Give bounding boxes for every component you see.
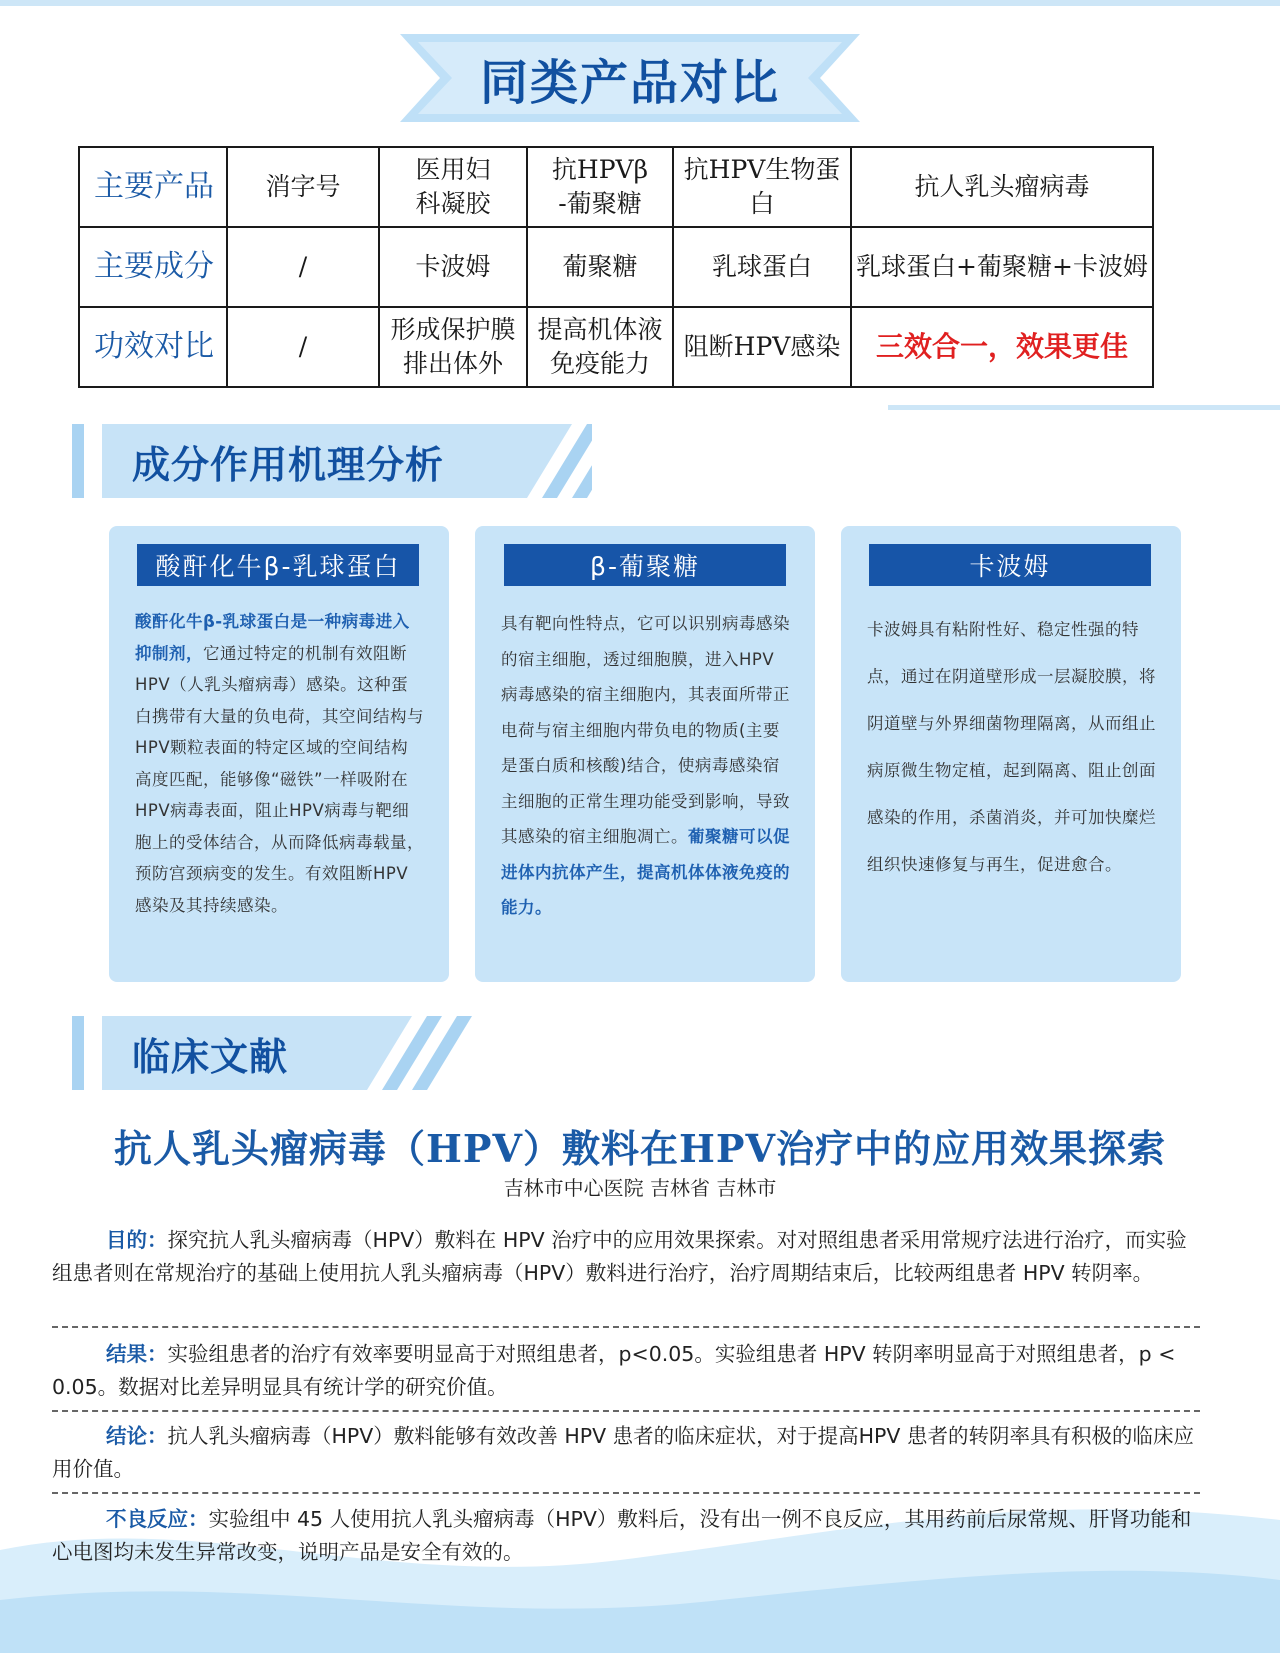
paper-title: 抗人乳头瘤病毒（HPV）敷料在HPV治疗中的应用效果探索 <box>114 1126 1166 1171</box>
card-text <box>135 606 425 921</box>
card-bold-text: 葡聚糖可以促进体内抗体产生，提高机体体液免疫的能力。 <box>501 827 790 917</box>
paper-section-adverse <box>52 1503 1202 1569</box>
row-header: 功效对比 <box>79 307 227 387</box>
card-body-text: 卡波姆具有粘附性好、稳定性强的特点，通过在阴道壁形成一层凝胶膜，将阴道壁与外界细菌物理隔离，从而组止病原微生物定植，起到隔离、阻止创面感染的作用，杀菌消炎，并可加快糜烂组织快速修复与再生，促进愈合。 <box>867 620 1156 874</box>
paper-section-label: 目的： <box>106 1228 168 1252</box>
table-cell: 抗HPVβ -葡聚糖 <box>527 147 673 227</box>
dashed-divider <box>52 1326 1200 1328</box>
table-cell: 医用妇 科凝胶 <box>379 147 527 227</box>
paper-affiliation: 吉林市中心医院 吉林省 吉林市 <box>503 1176 777 1200</box>
table-cell: 乳球蛋白 <box>673 227 851 307</box>
table-cell: 抗人乳头瘤病毒 <box>851 147 1153 227</box>
highlight-cell: 三效合一，效果更佳 <box>851 307 1153 387</box>
table-cell: 提高机体液 免疫能力 <box>527 307 673 387</box>
card-text <box>867 606 1157 888</box>
section-header-clinical <box>72 1016 432 1090</box>
row-header: 主要成分 <box>79 227 227 307</box>
paper-section-text: 实验组患者的治疗有效率要明显高于对照组患者，p<0.05。实验组患者 HPV 转阴率明显高于对照组患者，p < 0.05。数据对比差异明显具有统计学的研究价值。 <box>52 1342 1176 1399</box>
table-cell: 葡聚糖 <box>527 227 673 307</box>
card-bold-text: 酸酐化牛β-乳球蛋白是一种病毒进入抑制剂， <box>135 612 410 663</box>
row-header: 主要产品 <box>79 147 227 227</box>
table-accent-line <box>888 405 1280 410</box>
paper-section-result <box>52 1338 1202 1404</box>
paper-section-text: 探究抗人乳头瘤病毒（HPV）敷料在 HPV 治疗中的应用效果探索。对对照组患者采用常规疗法进行治疗，而实验组患者则在常规治疗的基础上使用抗人乳头瘤病毒（HPV）敷料进行治疗，治疗周期结束后，比较两组患者 HPV 转阴率。 <box>52 1228 1187 1285</box>
section-title: 成分作用机理分析 <box>132 442 445 487</box>
card-text <box>501 606 791 926</box>
paper-section-text: 实验组中 45 人使用抗人乳头瘤病毒（HPV）敷料后，没有出一例不良反应，其用药前后尿常规、肝肾功能和心电图均未发生异常改变，说明产品是安全有效的。 <box>52 1507 1192 1564</box>
comparison-table <box>78 146 1154 388</box>
mechanism-card <box>109 526 449 982</box>
paper-section-text: 抗人乳头瘤病毒（HPV）敷料能够有效改善 HPV 患者的临床症状，对于提高HPV 患者的转阴率具有积极的临床应用价值。 <box>52 1424 1194 1481</box>
table-cell: 乳球蛋白+葡聚糖+卡波姆 <box>851 227 1153 307</box>
card-title: β-葡聚糖 <box>504 544 786 586</box>
mechanism-card <box>841 526 1181 982</box>
title-ribbon <box>400 32 860 124</box>
dashed-divider <box>52 1492 1200 1494</box>
table-cell: 卡波姆 <box>379 227 527 307</box>
dashed-divider <box>52 1410 1200 1412</box>
card-body-text: 它通过特定的机制有效阻断HPV（人乳头瘤病毒）感染。这种蛋白携带有大量的负电荷，其空间结构与HPV颗粒表面的特定区域的空间结构高度匹配，能够像“磁铁”一样吸附在HPV病毒表面，阻止HPV病毒与靶细胞上的受体结合，从而降低病毒载量，预防宫颈病变的发生。有效阻断HPV感染及其持续感染。 <box>135 643 424 915</box>
paper-section-objective <box>52 1224 1202 1290</box>
table-cell: 形成保护膜 排出体外 <box>379 307 527 387</box>
mechanism-card <box>475 526 815 982</box>
paper-section-label: 结果： <box>106 1342 168 1366</box>
table-row <box>79 227 1153 307</box>
table-cell: 抗HPV生物蛋白 <box>673 147 851 227</box>
page-title: 同类产品对比 <box>479 54 780 111</box>
top-border <box>0 0 1280 6</box>
table-row <box>79 307 1153 387</box>
table-cell: 消字号 <box>227 147 379 227</box>
paper-section-label: 不良反应： <box>106 1507 209 1531</box>
paper-section-conclusion <box>52 1420 1202 1486</box>
card-body-text: 具有靶向性特点，它可以识别病毒感染的宿主细胞，透过细胞膜，进入HPV病毒感染的宿主细胞内，其表面所带正电荷与宿主细胞内带负电的物质(主要是蛋白质和核酸)结合，使病毒感染宿主细胞的正常生理功能受到影响，导致其感染的宿主细胞凋亡。 <box>501 614 790 846</box>
paper-section-label: 结论： <box>106 1424 168 1448</box>
card-title: 卡波姆 <box>869 544 1151 586</box>
table-cell: / <box>227 227 379 307</box>
section-header-mechanism <box>72 424 592 498</box>
table-cell: / <box>227 307 379 387</box>
table-row <box>79 147 1153 227</box>
table-cell: 阻断HPV感染 <box>673 307 851 387</box>
section-title: 临床文献 <box>132 1034 289 1079</box>
card-title: 酸酐化牛β-乳球蛋白 <box>137 544 419 586</box>
